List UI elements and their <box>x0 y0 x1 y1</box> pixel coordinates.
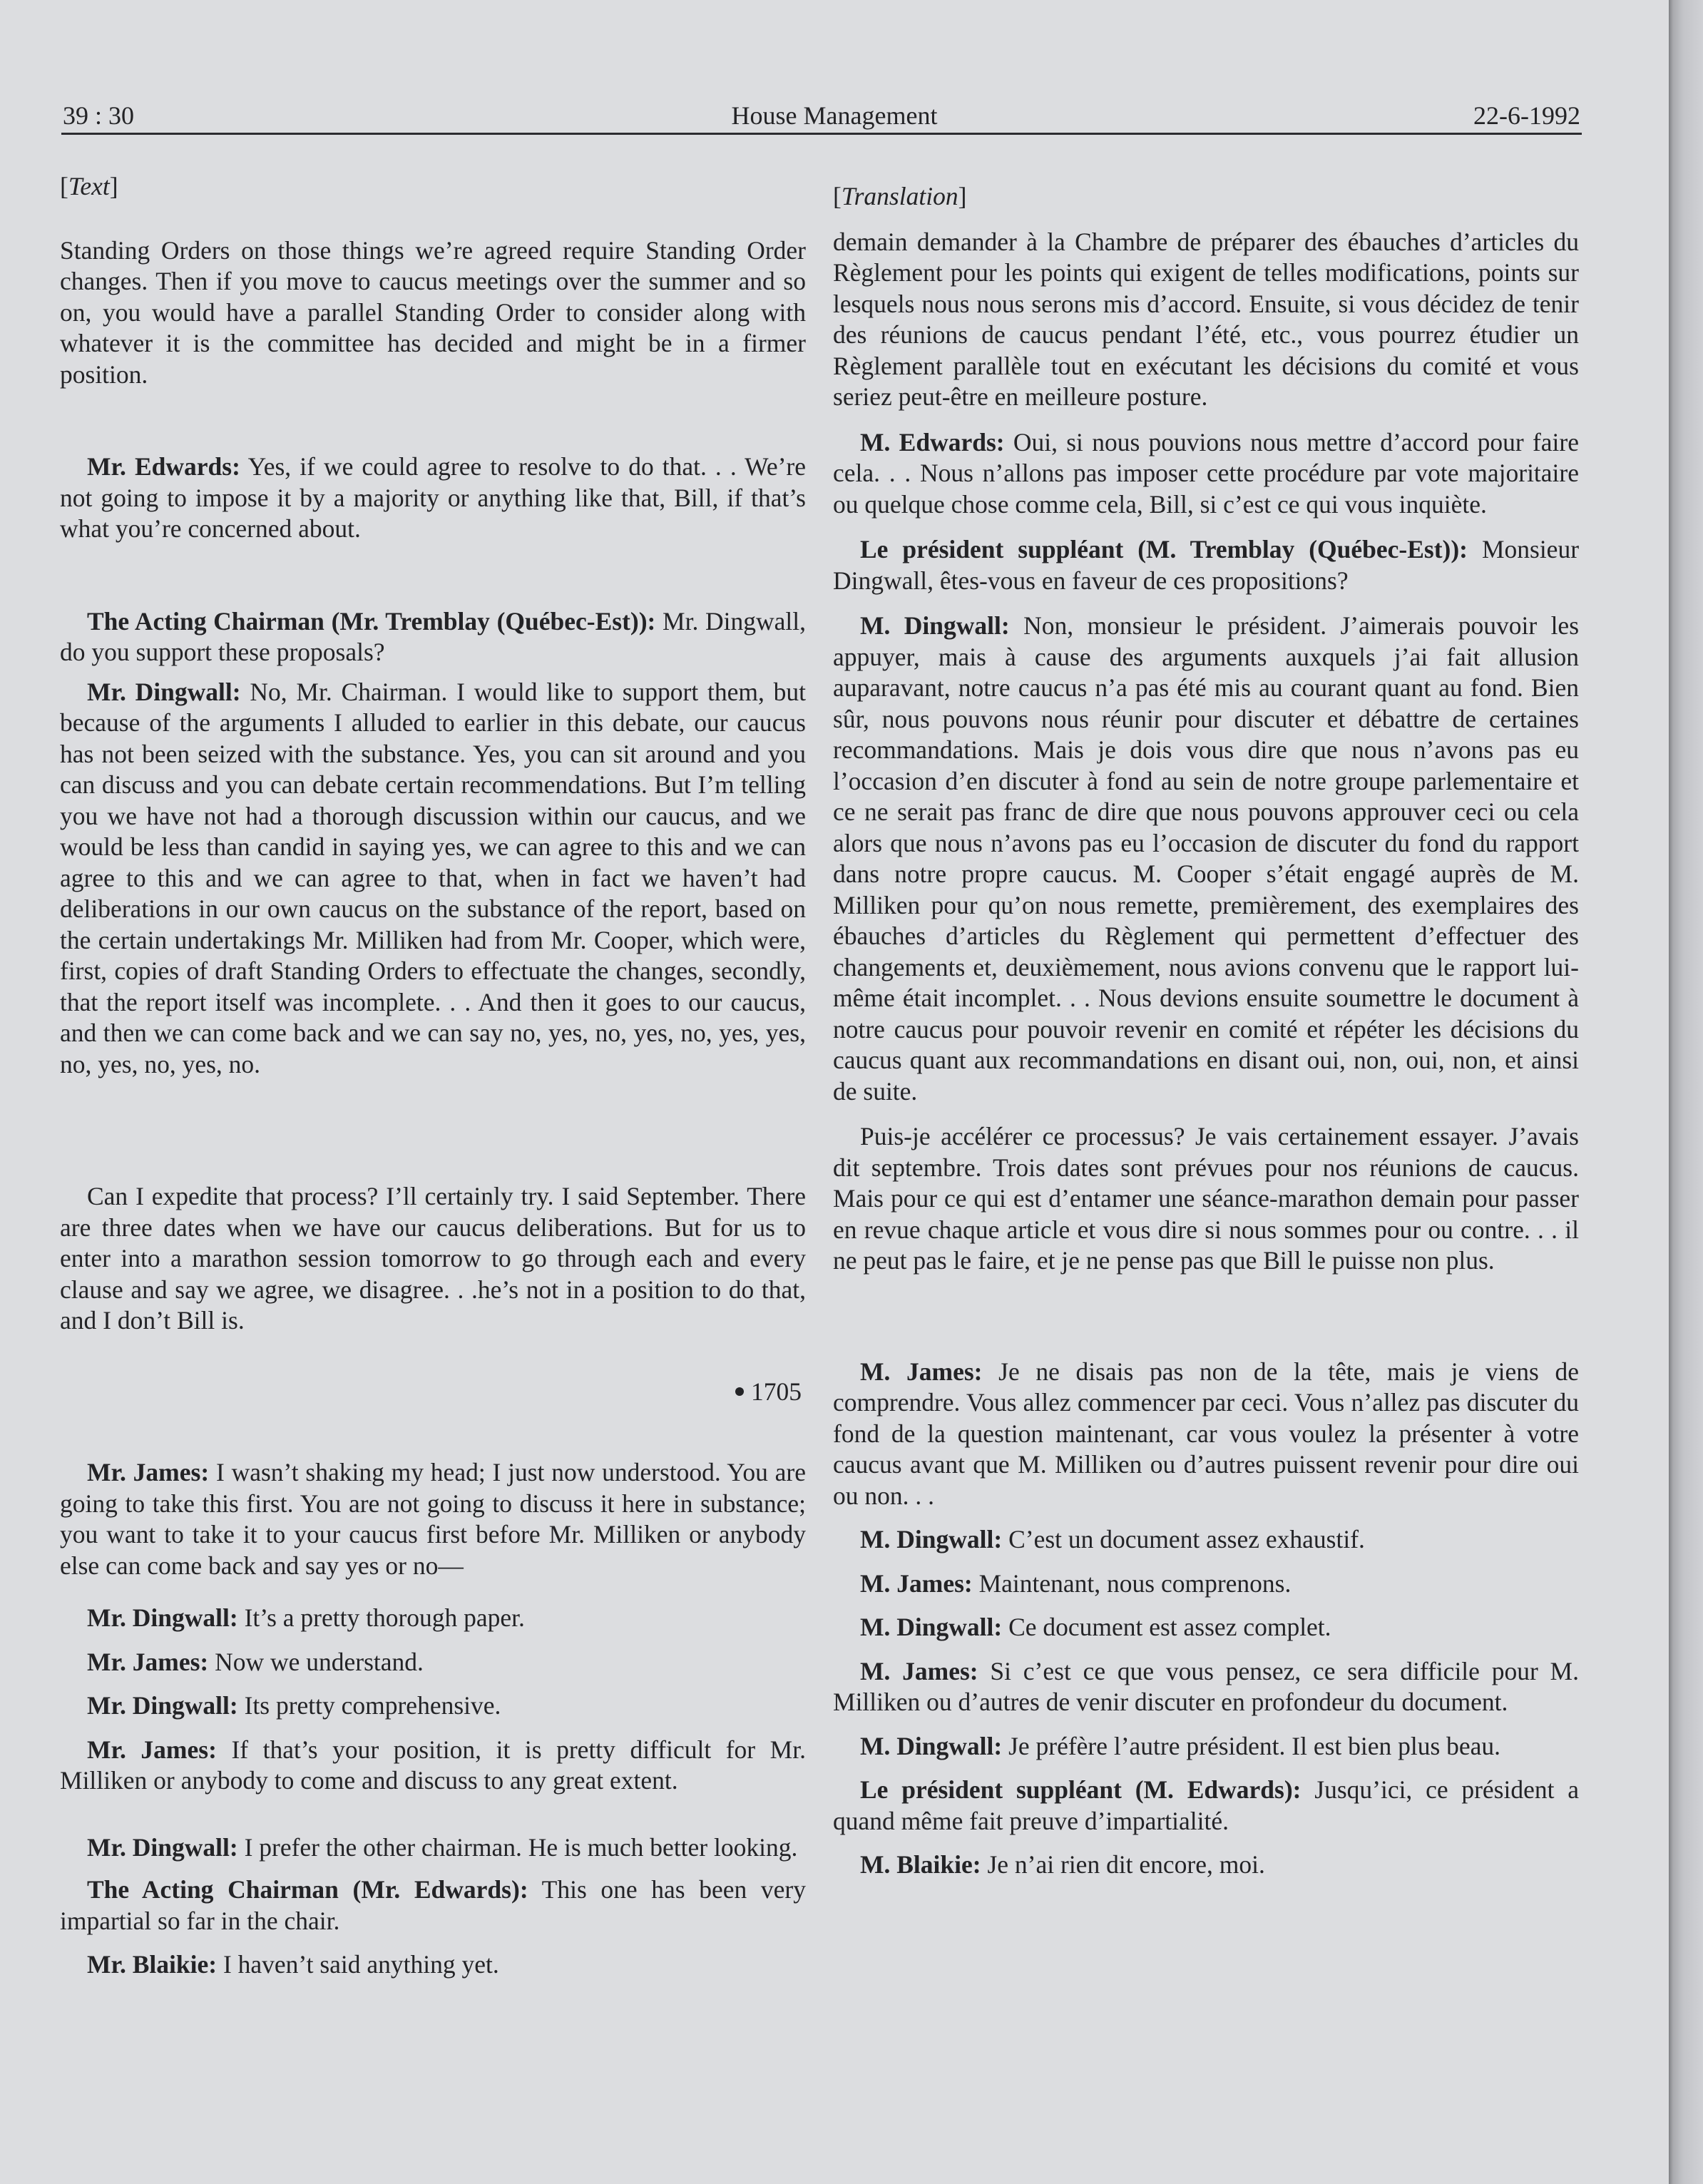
speaker-name: Mr. Edwards: <box>87 452 240 481</box>
transcript-paragraph: Mr. Dingwall: Its pretty comprehensive. <box>87 1691 501 1720</box>
running-title: House Management <box>731 101 938 130</box>
transcript-paragraph: Mr. Edwards: Yes, if we could agree to resolve to do that. . . We’re not going to impose it by a majority or anything like that, Bill, if that’s what you’re concerned about. <box>60 452 806 543</box>
speaker-name: Mr. James: <box>87 1647 209 1676</box>
transcript-paragraph: Mr. Dingwall: It’s a pretty thorough paper. <box>87 1603 525 1632</box>
french-column <box>833 171 1579 1881</box>
header-rule <box>61 133 1582 135</box>
speaker-name: M. Dingwall: <box>860 1731 1003 1760</box>
speaker-name: Le président suppléant (M. Edwards): <box>860 1775 1301 1804</box>
speaker-name: M. Edwards: <box>860 427 1005 456</box>
speaker-name: M. James: <box>860 1568 973 1598</box>
transcript-paragraph: Mr. James: I wasn’t shaking my head; I just now understood. You are going to take this first. You are not going to discuss it here in substance; you want to take it to your caucus first before Mr. Milliken or anybody else can come back and say yes or no— <box>60 1458 806 1580</box>
transcript-paragraph: The Acting Chairman (Mr. Edwards): This one has been very impartial so far in the chair. <box>60 1875 806 1935</box>
english-column <box>60 171 806 1981</box>
language-tag: [Translation] <box>833 182 967 210</box>
transcript-paragraph: M. James: Je ne disais pas non de la tête, mais je viens de comprendre. Vous allez commencer par ceci. Vous n’allez pas discuter du fond de la question maintenant, car vous voulez la présenter à votre caucus avant que M. Milliken ou d’autres puissent revenir pour dire oui ou non. . . <box>833 1357 1579 1510</box>
speaker-name: M. James: <box>860 1656 978 1685</box>
transcript-paragraph: Le président suppléant (M. Tremblay (Québec-Est)): Monsieur Dingwall, êtes-vous en faveur de ces propositions? <box>833 535 1580 595</box>
time-marker: 1705 <box>60 1377 802 1408</box>
transcript-paragraph: Standing Orders on those things we’re agreed require Standing Order changes. Then if you move to caucus meetings over the summer and so on, you would have a parallel Standing Order to consider along with whatever it is the committee has decided and might be in a firmer position. <box>60 235 806 389</box>
transcript-paragraph: Mr. James: Now we understand. <box>87 1647 424 1676</box>
bullet-icon <box>735 1387 744 1396</box>
transcript-paragraph: M. Blaikie: Je n’ai rien dit encore, moi. <box>860 1850 1265 1879</box>
transcript-paragraph: Can I expedite that process? I’ll certainly try. I said September. There are three dates when we have our caucus deliberations. But for us to enter into a marathon session tomorrow to go through each and every clause and say we agree, we disagree. . .he’s not in a position to do that, and I don’t Bill is. <box>60 1182 806 1335</box>
transcript-paragraph: Puis-je accélérer ce processus? Je vais certainement essayer. J’avais dit septembre. Trois dates sont prévues pour nos réunions de caucus. Mais pour ce qui est d’entamer une séance-marathon demain pour passer en revue chaque article et vous dire si nous sommes pour ou contre. . . il ne peut pas le faire, et je ne pense pas que Bill le puisse non plus. <box>833 1122 1579 1275</box>
transcript-paragraph: Mr. Dingwall: No, Mr. Chairman. I would like to support them, but because of the arguments I alluded to earlier in this debate, our caucus has not been seized with the substance. Yes, you can sit around and you can discuss and you can debate certain recommendations. But I’m telling you we have not had a thorough discussion within our caucus, and we would be less than candid in saying yes, we can agree to this and we can agree to this and we can agree to that, when in fact we haven’t had deliberations in our own caucus on the substance of the report, based on the certain undertakings Mr. Milliken had from Mr. Cooper, which were, first, copies of draft Standing Orders to effectuate the changes, secondly, that the report itself was incomplete. . . And then it goes to our caucus, and then we can come back and we can say no, yes, no, yes, no, yes, yes, no, yes, no, yes, no. <box>60 677 807 1078</box>
page-number: 39 : 30 <box>63 101 135 130</box>
speaker-name: M. Blaikie: <box>860 1850 981 1879</box>
speaker-name: Mr. Dingwall: <box>87 677 241 706</box>
transcript-paragraph: M. Dingwall: Non, monsieur le président. J’aimerais pouvoir les appuyer, mais à cause des arguments auxquels j’ai fait allusion auparavant, notre caucus n’a pas été mis au courant quant au fond. Bien sûr, nous pouvons nous réunir pour discuter et débattre de certaines recommandations. Mais je dois vous dire que nous n’avons pas eu l’occasion d’en discuter à fond au sein de notre groupe parlementaire et ce ne serait pas franc de dire que nous pouvons approuver ceci ou cela alors que nous n’avons pas eu l’occasion de discuter du fond du rapport dans notre propre caucus. M. Cooper s’était engagé auprès de M. Milliken pour qu’on nous remette, premièrement, des exemplaires des ébauches d’articles du Règlement qui permettent d’effectuer des changements et, deuxièmement, nous avions convenu que le rapport lui-même était incomplet. . . Nous devions ensuite soumettre le document à notre caucus pour pouvoir revenir en comité et répéter les décisions du caucus quant aux recommandations en disant oui, non, oui, non, et ainsi de suite. <box>833 611 1580 1106</box>
transcript-paragraph: M. Dingwall: Je préfère l’autre président. Il est bien plus beau. <box>860 1731 1501 1760</box>
speaker-name: Le président suppléant (M. Tremblay (Québec-Est)): <box>860 535 1468 563</box>
transcript-paragraph: Le président suppléant (M. Edwards): Jusqu’ici, ce président a quand même fait preuve d’impartialité. <box>833 1775 1580 1835</box>
transcript-paragraph: Mr. Blaikie: I haven’t said anything yet. <box>87 1950 499 1979</box>
transcript-paragraph: M. Edwards: Oui, si nous pouvions nous mettre d’accord pour faire cela. . . Nous n’allons pas imposer cette procédure par vote majoritaire ou quelque chose comme cela, Bill, si c’est ce qui vous inquiète. <box>833 427 1580 519</box>
transcript-paragraph: Mr. James: If that’s your position, it is pretty difficult for Mr. Milliken or anybody to come and discuss to any great extent. <box>60 1735 806 1795</box>
speaker-name: The Acting Chairman (Mr. Edwards): <box>87 1875 528 1904</box>
speaker-name: Mr. James: <box>87 1735 217 1764</box>
speaker-name: M. James: <box>860 1357 983 1386</box>
transcript-paragraph: M. Dingwall: Ce document est assez complet. <box>860 1613 1331 1641</box>
transcript-paragraph: demain demander à la Chambre de préparer des ébauches d’articles du Règlement pour les points qui exigent de telles modifications, points sur lesquels nous nous serons mis d’accord. Ensuite, si vous décidez de tenir des réunions de caucus pendant l’été, etc., vous pourrez étudier un Règlement parallèle tout en exécutant les décisions du comité et vous seriez peut-être en meilleure posture. <box>833 227 1579 411</box>
transcript-paragraph: Mr. Dingwall: I prefer the other chairman. He is much better looking. <box>87 1832 798 1862</box>
transcript-paragraph: M. James: Si c’est ce que vous pensez, ce sera difficile pour M. Milliken ou d’autres de venir discuter en profondeur du document. <box>833 1656 1579 1716</box>
speaker-name: Mr. Dingwall: <box>87 1832 238 1862</box>
page-date: 22-6-1992 <box>1473 101 1580 130</box>
transcript-paragraph: The Acting Chairman (Mr. Tremblay (Québec-Est)): Mr. Dingwall, do you support these proposals? <box>60 606 806 666</box>
transcript-paragraph: M. Dingwall: C’est un document assez exhaustif. <box>860 1525 1365 1553</box>
speaker-name: Mr. Dingwall: <box>87 1691 238 1720</box>
speaker-name: The Acting Chairman (Mr. Tremblay (Québec-Est)): <box>87 606 656 636</box>
transcript-paragraph: M. James: Maintenant, nous comprenons. <box>860 1568 1292 1598</box>
speaker-name: M. Dingwall: <box>860 1613 1003 1641</box>
speaker-name: Mr. Dingwall: <box>87 1603 238 1632</box>
language-tag: [Text] <box>60 172 118 200</box>
page-edge-shadow <box>1669 0 1703 2184</box>
speaker-name: M. Dingwall: <box>860 611 1010 640</box>
speaker-name: Mr. Blaikie: <box>87 1950 218 1979</box>
speaker-name: Mr. James: <box>87 1458 210 1486</box>
speaker-name: M. Dingwall: <box>860 1525 1003 1553</box>
